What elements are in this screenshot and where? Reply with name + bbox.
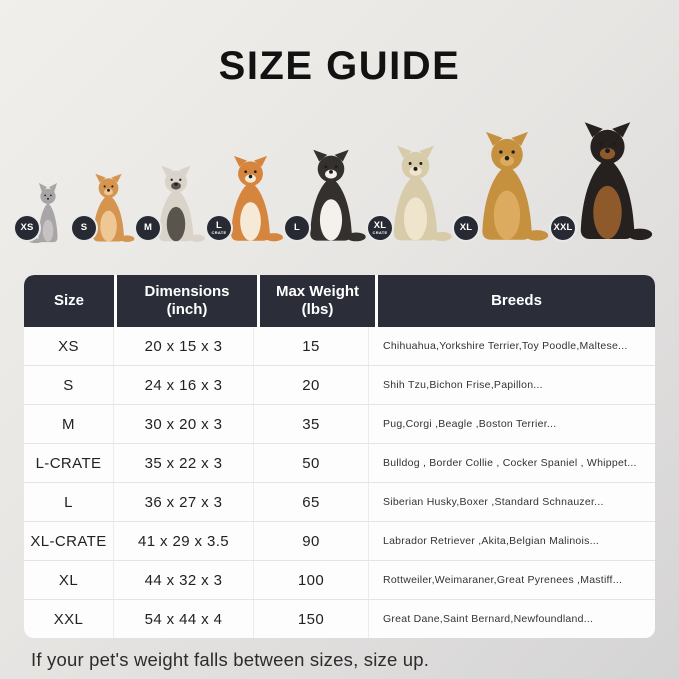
cell-size: L	[24, 483, 114, 521]
cell-breeds: Great Dane,Saint Bernard,Newfoundland...	[383, 613, 594, 625]
cell-max-weight: 35	[254, 405, 369, 443]
cell-size: XXL	[24, 600, 114, 638]
cell-breeds: Rottweiler,Weimaraner,Great Pyrenees ,Mastiff...	[383, 574, 623, 586]
animal-french-bulldog	[145, 165, 207, 245]
cell-breeds: Labrador Retriever ,Akita,Belgian Malinois...	[383, 535, 600, 547]
table-row-xs	[24, 327, 655, 366]
cell-dimensions: 24 x 16 x 3	[114, 366, 254, 404]
shiba-inu-image	[211, 155, 285, 245]
golden-retriever-image	[459, 131, 551, 245]
animal-pomeranian	[81, 173, 136, 245]
size-badge-l-crate: L CRATE	[205, 214, 233, 242]
cell-size: XS	[24, 327, 114, 365]
cell-dimensions: 35 x 22 x 3	[114, 444, 254, 482]
cell-size: M	[24, 405, 114, 443]
cell-breeds: Shih Tzu,Bichon Frise,Papillon...	[383, 379, 543, 391]
size-badge-xs: XS	[13, 214, 41, 242]
size-badge-xxl: XXL	[549, 214, 577, 242]
table-row-xl	[24, 561, 655, 600]
size-badge-xl: XL	[452, 214, 480, 242]
animal-shiba-inu	[211, 155, 285, 245]
table-row-l	[24, 483, 655, 522]
table-header-row	[24, 275, 655, 327]
table-header-size: Size	[24, 275, 114, 327]
table-row-s	[24, 366, 655, 405]
cell-max-weight: 150	[254, 600, 369, 638]
cell-size: L-CRATE	[24, 444, 114, 482]
cell-size: S	[24, 366, 114, 404]
size-badge-m: M	[134, 214, 162, 242]
cell-breeds: Chihuahua,Yorkshire Terrier,Toy Poodle,Maltese...	[383, 340, 628, 352]
cell-dimensions: 41 x 29 x 3.5	[114, 522, 254, 560]
page-title: SIZE GUIDE	[218, 44, 461, 88]
cell-max-weight: 20	[254, 366, 369, 404]
cat-image	[20, 183, 72, 245]
table-row-xxl	[24, 600, 655, 638]
animals-row	[0, 117, 679, 245]
size-badge-l: L	[283, 214, 311, 242]
french-bulldog-image	[145, 165, 207, 245]
cell-breeds: Bulldog , Border Collie , Cocker Spaniel , Whippet...	[383, 457, 637, 469]
cell-dimensions: 36 x 27 x 3	[114, 483, 254, 521]
table-header-max-weight: Max Weight (lbs)	[260, 275, 375, 327]
cell-size: XL	[24, 561, 114, 599]
animal-cat	[20, 183, 72, 245]
cell-dimensions: 20 x 15 x 3	[114, 327, 254, 365]
cell-max-weight: 100	[254, 561, 369, 599]
doberman-image	[553, 121, 655, 245]
table-row-xl-crate	[24, 522, 655, 561]
cell-dimensions: 44 x 32 x 3	[114, 561, 254, 599]
table-header-breeds: Breeds	[378, 275, 655, 327]
cell-breeds: Pug,Corgi ,Beagle ,Boston Terrier...	[383, 418, 557, 430]
cell-max-weight: 90	[254, 522, 369, 560]
cell-size: XL-CRATE	[24, 522, 114, 560]
cell-max-weight: 65	[254, 483, 369, 521]
pomeranian-image	[81, 173, 136, 245]
footer-note: If your pet's weight falls between sizes, size up.	[31, 649, 430, 670]
cell-breeds: Siberian Husky,Boxer ,Standard Schnauzer...	[383, 496, 604, 508]
cell-max-weight: 50	[254, 444, 369, 482]
labrador-image	[372, 145, 454, 245]
cell-max-weight: 15	[254, 327, 369, 365]
animal-doberman	[553, 121, 655, 245]
animal-labrador	[372, 145, 454, 245]
table-header-dimensions: Dimensions (inch)	[117, 275, 257, 327]
border-collie-image	[294, 149, 368, 245]
size-badge-s: S	[70, 214, 98, 242]
animal-golden-retriever	[459, 131, 551, 245]
size-badge-xl-crate: XL CRATE	[366, 214, 394, 242]
animal-border-collie	[294, 149, 368, 245]
table-row-m	[24, 405, 655, 444]
size-table	[24, 275, 655, 638]
cell-dimensions: 30 x 20 x 3	[114, 405, 254, 443]
table-row-l-crate	[24, 444, 655, 483]
cell-dimensions: 54 x 44 x 4	[114, 600, 254, 638]
